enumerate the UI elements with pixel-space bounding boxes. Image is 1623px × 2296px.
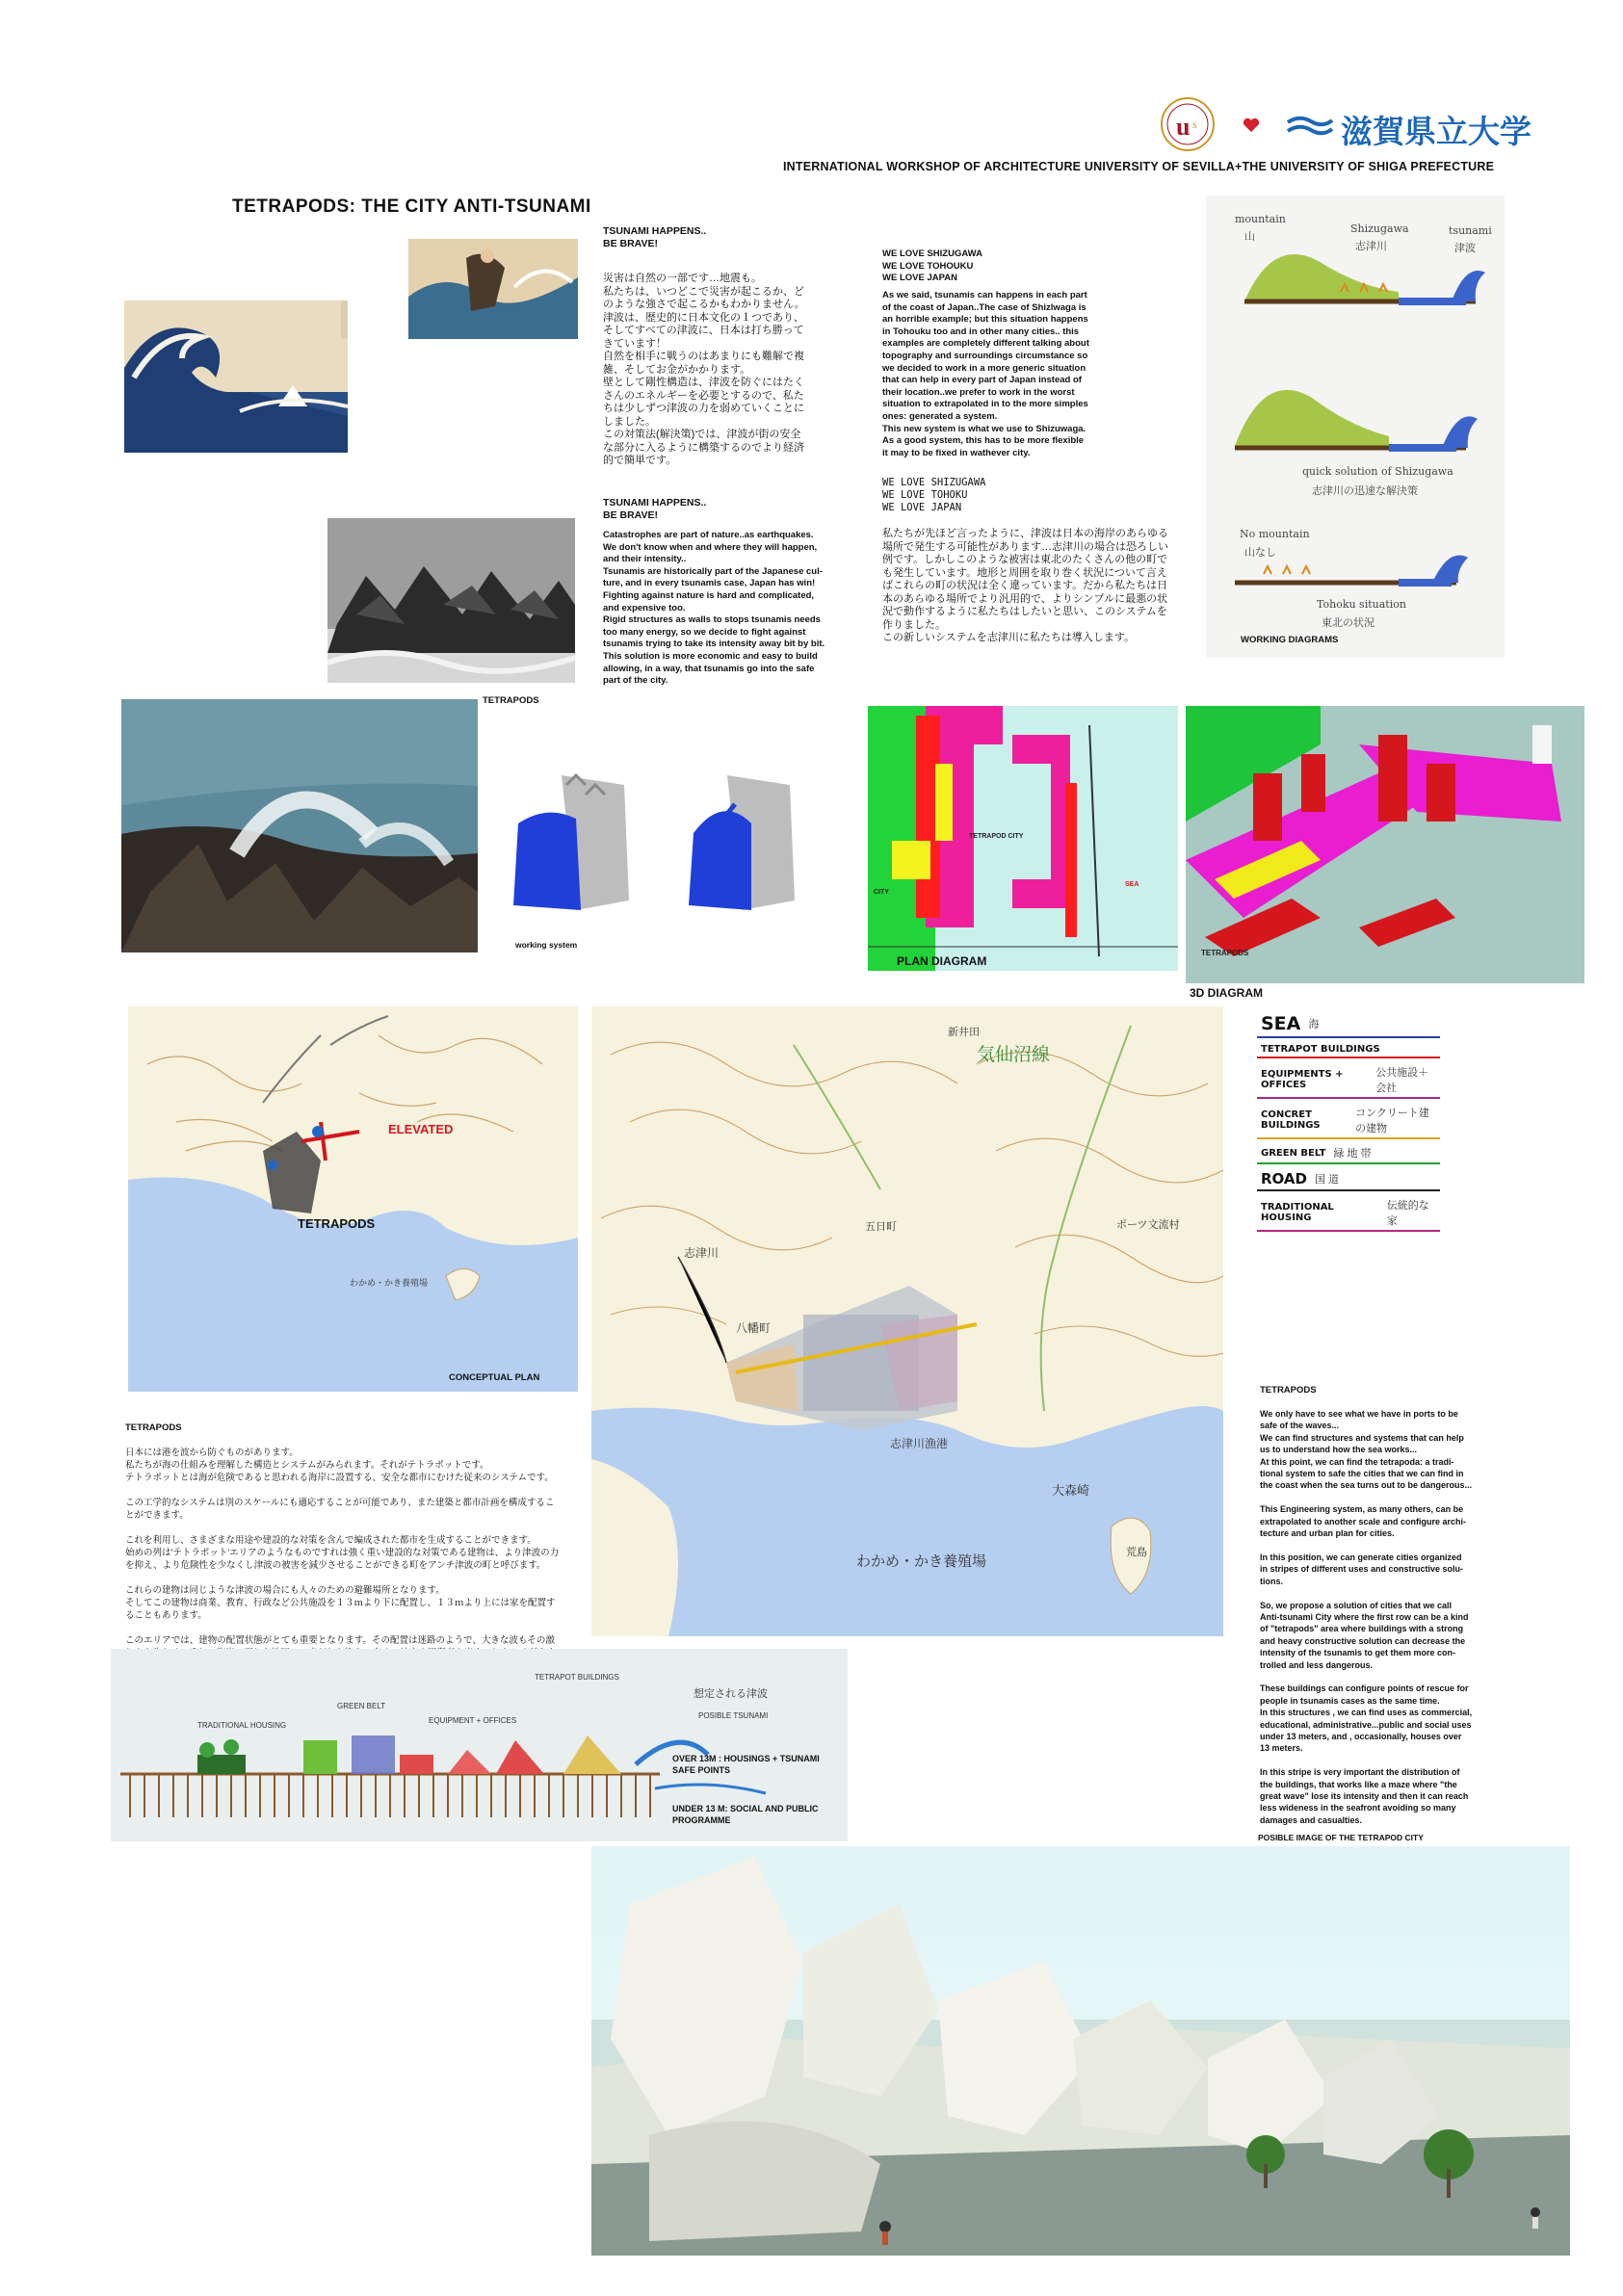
sketch-label-traditional: TRADITIONAL HOUSING [197,1721,287,1730]
diagram-label-tohoku-jp: 東北の状況 [1322,617,1374,629]
map-label-itsukamachi: 五日町 [865,1221,897,1233]
conceptual-plan-map [128,1006,578,1392]
shizugawa-body-jp: 私たちが先ほど言ったように、津波は日本の海岸のあらゆる 場所で発生する可能性があります…志津川の場合は恐ろしい 例です。しかしこのような被害は東北のたくさんの他の町で も発生しています。地形と周囲を取り巻く状況について言え ばこれらの町の状況は全く違っています。だから私たちは日 本のあらゆる場所でより汎用的で、よりシンプルに最悪の状 況で動作するように私たちはしたいと思い、このシステムを 作りました。 この新しいシステムを志津川に私たちは導入します。 [882,528,1168,643]
legend-label-jp: 海 [1308,1019,1320,1031]
plan-label-tetrapod-city: TETRAPOD CITY [969,833,1024,840]
plan-diagram-caption: PLAN DIAGRAM [897,954,987,968]
legend-label-jp: 伝統的な家 [1386,1200,1429,1227]
diagram-3d-label: TETRAPODS [1201,949,1249,957]
legend-label: CONCRET BUILDINGS [1261,1109,1321,1131]
svg-text:u: u [1176,113,1191,141]
legend-label: SEA [1261,1013,1301,1034]
legend-label-jp: 国 道 [1314,1174,1340,1186]
shizugawa-topographic-map [591,1006,1223,1636]
working-system-caption: working system [515,940,578,950]
legend-label-jp: 緑 地 帯 [1333,1148,1372,1160]
final-image-caption: POSIBLE IMAGE OF THE TETRAPOD CITY [1258,1833,1424,1842]
sketch-label-tsunami: POSIBLE TSUNAMI [698,1711,769,1720]
section-over-13m: OVER 13M : HOUSINGS + TSUNAMI SAFE POINTS [672,1754,820,1775]
section-under-13m: UNDER 13 M: SOCIAL AND PUBLIC PROGRAMME [672,1804,819,1825]
shiga-logo-mark [1286,113,1334,142]
diagram-label-tsunami: tsunami [1449,224,1492,237]
map-label-arashima: 荒島 [1126,1547,1147,1558]
legend-item [1257,1011,1440,1038]
diagram-label-mountain: mountain [1235,213,1286,225]
great-wave-image [124,300,348,453]
diagram-label-tsunami-jp: 津波 [1454,243,1476,254]
university-name: 滋賀県立大学 [1341,113,1531,150]
sketch-label-tsunami-jp: 想定される津波 [694,1688,768,1700]
intro-heading-jp: TSUNAMI HAPPENS.. BE BRAVE! [603,225,707,250]
working-system-render-1 [509,766,634,915]
shizugawa-heading-jp: WE LOVE SHIZUGAWA WE LOVE TOHOKU WE LOVE JAPAN [882,477,986,513]
legend-label: TETRAPOT BUILDINGS [1261,1044,1380,1055]
map-label-omorizaki: 大森崎 [1052,1483,1090,1498]
legend-label: TRADITIONAL HOUSING [1261,1202,1334,1223]
map-label-fishing-port: 志津川漁港 [890,1437,949,1450]
shizugawa-heading-en: WE LOVE SHIZUGAWA WE LOVE TOHOUKU WE LOVE JAPAN [882,248,982,283]
legend-item [1257,1168,1440,1191]
diagram-label-no-mountain-jp: 山なし [1244,547,1276,559]
legend-item [1257,1042,1440,1058]
legend-label: GREEN BELT [1261,1147,1326,1159]
diagram-3d [1186,706,1584,983]
sevilla-logo [1159,96,1217,152]
color-legend [1257,1007,1440,1227]
tetrapods-sea-photo [121,699,478,952]
legend-label: ROAD [1261,1170,1307,1187]
diagram-label-shizugawa: Shizugawa [1350,222,1409,235]
map-label-shizugawa: 志津川 [684,1246,720,1260]
plan-diagram [868,706,1178,971]
diagram-3d-caption: 3D DIAGRAM [1190,986,1264,1000]
working-diagrams-sketch [1206,196,1505,658]
sketch-label-green-belt: GREEN BELT [337,1702,386,1710]
tetrapods-en-body: We only have to see what we have in ports to be safe of the waves... We can find structures and systems that can help us to understand how the sea works... At this point, we can find the tetrapoda: a tradi- tional system to safe the cities that we can find in the coast when the sea turns out to be dangerous... This Engineering system, as many others, can be extrapolated to another scale and configure archi- tecture and urban plan for cities. In this position, we can generate cities organized in stripes of different uses and constructive solu- tions. So, we propose a solution of cities that we call Anti-tsunami City where the first row can be a kind of "tetrapods" area where buildings with a strong and heavy constructive solution can decrease the intensity of the tsunamis to get them more con- trolled and less dangerous. These buildings can configure points of rescue for people in tsunamis cases as the same time. In this structures , we can find uses as commercial, educational, administrative...public and social uses under 13 meters, and , occasionally, houses over 13 meters. In this stripe is very important the distribution of the buildings, that works like a maze where "the great wave" lose its intensity and then it can reach less wideness in the seafront avoiding so many damages and casualties. [1260,1409,1473,1825]
intro-heading-en: TSUNAMI HAPPENS.. BE BRAVE! [603,497,707,522]
intro-body-jp: 災害は自然の一部です…地震も。 私たちは、いつどこで災害が起こるか、ど のような強さで起こるかもわかりません。 津波は、歴史的に日本文化の１つであり、 そしてすべての津波に、日本は打ち勝って きています！ 自然を相手に戦うのはあまりにも難解で複 雑、そしてお金がかかります。 壁として剛性構造は、津波を防ぐにはたく さんのエネルギーを必要とするので、私た ちは少しずつ津波の力を弱めていくことに しました。 この対策法(解決策)では、津波が街の安全 な部分に入るように構築するのでより経済 的で簡単です。 [603,273,805,466]
tetrapods-bw-image [327,518,575,683]
legend-item [1257,1143,1440,1164]
map-label-farm: わかめ・かき養殖場 [856,1553,987,1570]
tetrapods-caption: TETRAPODS [483,695,539,706]
plan-label-sea: SEA [1125,881,1139,888]
page-title: TETRAPODS: THE CITY ANTI-TSUNAMI [232,196,591,217]
sketch-label-tetrapot: TETRAPOT BUILDINGS [535,1673,619,1682]
legend-label-jp: 公共施設＋会社 [1375,1067,1429,1094]
diagram-label-tohoku: Tohoku situation [1317,598,1406,611]
legend-item [1257,1062,1440,1099]
intro-body-en: Catastrophes are part of nature..as earthquakes. We don't know when and where they will happen, and their intensity.. Tsunamis are historically part of the Japanese cul- ture, and in every tsunamis case, Japan has win! Fighting against nature is hard and complicated, and expensive too. Rigid structures as walls to stops tsunamis needs too many energy, so we decide to fight against tsunamis trying to take its intensity away bit by bit. This solution is more economic and easy to build allowing, in a way, that tsunamis go into the safe part of the city. [603,530,825,687]
diagram-label-quick-solution-jp: 志津川の迅速な解決策 [1312,485,1418,497]
heart-icon [1243,117,1260,133]
tetrapods-en-heading: TETRAPODS [1260,1385,1317,1396]
svg-text:s: s [1192,117,1197,131]
shizugawa-body-en: As we said, tsunamis can happens in each part of the coast of Japan..The case of Shizlwaga is an horrible example; but this situation happens in Tohouku too and in other many cities.. this examples are completely different talking about topography and surroundings circumstance so we decided to work in a more generic situation that can help in every part of Japan instead of their location..we prefer to work in the worst situation to extrapolated in to the more simples ones: generated a system. This new system is what we use to Shizuwaga. As a good system, this has to be more flexible it may to be fixed in wathever city. [882,290,1089,458]
legend-item [1257,1195,1440,1232]
map-label-sports-village: ポーツ文流村 [1116,1219,1180,1231]
plan-label-city: CITY [874,889,889,896]
legend-label-jp: コンクリート建の建物 [1355,1108,1429,1135]
map-label-farm-small: わかめ・かき養殖場 [350,1278,429,1288]
working-system-render-2 [674,766,799,915]
map-label-conceptual-plan: CONCEPTUAL PLAN [449,1372,540,1383]
tetrapods-jp-body: 日本には港を波から防ぐものがあります。 私たちが海の仕組みを理解した構造とシステムがみられます。それがテトラポットです。 テトラポットとは海が危険であると思われる海岸に設置する、安全な都市にむけた従来のシステムです。 この工学的なシステムは別のスケールにも適応することが可能であり、また建築と都市計画を構成するこ とができます。 これを利用し、さまざまな用途や建設的な対策を含んで編成された都市を生成することができます。 始めの列は'テトラポット'エリアのようなものですれは強く重い建設的な対策である建物は、より津波の力 を抑え、より危険性を少なくし津波の被害を減少させることができる町をアンチ津波の町と呼びます。 これらの建物は同じような津波の場合にも人々のための避難場所となります。 そしてこの建物は商業、教育、行政など公共施設を１３ｍより下に配置し、１３ｍより上には家を配置す ることもあります。 このエリアでは、建物の配置状態がとても重要となります。その配置は迷路のようで、大きな波もその激 [125,1448,560,1646]
working-diagrams-caption: WORKING DIAGRAMS [1241,635,1339,645]
tetrapods-jp-heading: TETRAPODS [125,1422,182,1433]
map-label-elevated: ELEVATED [388,1122,454,1136]
map-label-kesennuma-line: 気仙沼線 [977,1045,1051,1065]
map-label-niida: 新井田 [948,1027,980,1038]
legend-label: EQUIPMENTS + OFFICES [1261,1069,1344,1090]
legend-item [1257,1103,1440,1139]
samurai-wave-image [408,239,578,339]
map-label-hachiman: 八幡町 [736,1321,772,1335]
diagram-label-quick-solution: quick solution of Shizugawa [1302,465,1453,478]
diagram-label-shizugawa-jp: 志津川 [1355,241,1387,252]
diagram-label-no-mountain: No mountain [1240,528,1310,540]
map-label-tetrapods: TETRAPODS [298,1216,376,1231]
workshop-headline: INTERNATIONAL WORKSHOP OF ARCHITECTURE UNIVERSITY OF SEVILLA+THE UNIVERSITY OF SHIGA PREFECTURE [783,160,1495,173]
diagram-label-mountain-jp: 山 [1244,231,1255,243]
tetrapod-city-render [591,1846,1570,2256]
sketch-label-equipment: EQUIPMENT + OFFICES [429,1716,517,1725]
